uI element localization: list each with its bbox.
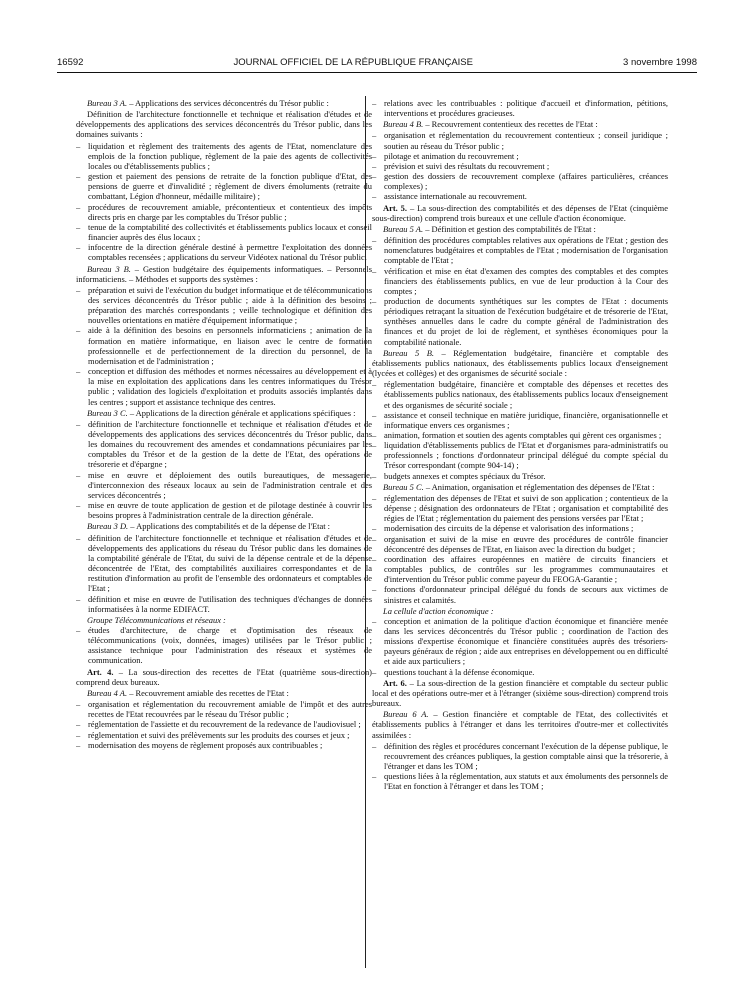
bureau-3d-list (76, 533, 372, 614)
list-item: – organisation et réglementation du recouvrement contentieux ; conseil juridique ; soutien au réseau du Trésor public ; (372, 130, 668, 150)
telecom-group-heading: Groupe Télécommunications et réseaux : (87, 614, 226, 625)
list-item: – modernisation des moyens de règlement proposés aux contribuables ; (76, 740, 372, 750)
bureau-5a-list (372, 235, 668, 347)
telecom-group-list (76, 625, 372, 666)
bureau-3c-heading: Bureau 3 C. – Applications de la direction générale et applications spécifiques : (87, 407, 356, 418)
list-item: – budgets annexes et comptes spéciaux du Trésor. (372, 471, 668, 481)
left-column (76, 98, 372, 978)
list-item: – vérification et mise en état d'examen des comptes des comptables et des comptes financiers des établissements publics, en vue de leur production à la Cour des comptes ; (372, 266, 668, 296)
article-4: Art. 4. – La sous-direction des recettes de l'Etat (quatrième sous-direction) comprend deux bureaux. (76, 666, 372, 687)
list-item: – aide à la définition des besoins en personnels informaticiens ; animation de la formation en matière informatique, en liaison avec le centre de formation professionnelle et de perfectionnement de la direction du personnel, de la modernisation et de l'administration ; (76, 325, 372, 366)
list-item: – procédures de recouvrement amiable, précontentieux et contentieux des impôts directs pris en charge par les comptables du Trésor public ; (76, 202, 372, 222)
list-item: – études d'architecture, de charge et d'optimisation des réseaux de télécommunications (voix, données, images) utilisées par le Trésor public ; assistance technique pour l'administration des réseaux et systèmes de communication. (76, 625, 372, 666)
list-item: – gestion et paiement des pensions de retraite de la fonction publique d'Etat, des pensions de guerre et d'invalidité ; règlement de divers émoluments (retraite du combattant, Légion d'honneur, médaille militaire) ; (76, 171, 372, 201)
list-item: – réglementation des dépenses de l'Etat et suivi de son application ; contentieux de la dépense ; désignation des ordonnateurs de l'Etat ; organisation et comptabilité des régies de l'Etat ; réglementation du paiement des pensions versées par l'Etat ; (372, 493, 668, 523)
bureau-5c-heading: Bureau 5 C. – Animation, organisation et réglementation des dépenses de l'Etat : (383, 481, 655, 492)
bureau-6a-list (372, 741, 668, 792)
list-item: – liquidation et règlement des traitements des agents de l'Etat, nomenclature des emplois de la fonction publique, règlement de la paie des agents de collectivités locales ou d'établissements publics ; (76, 141, 372, 171)
economic-cell-heading: La cellule d'action économique : (383, 605, 494, 616)
list-item: – définition de l'architecture fonctionnelle et technique et réalisation d'études et de développements des applications du réseau du Trésor public dans les domaines de la comptabilité générale de l'Etat, du suivi de la dépense centrale et de la dépense déconcentrée de l'Etat, des comptabilités auxiliaires correspondantes et de la restitution d'information au profit de l'ensemble des ordonnateurs et comptables de l'Etat ; (76, 533, 372, 594)
bureau-4b-list (372, 130, 668, 201)
list-item: – réglementation et suivi des prélèvements sur les produits des courses et jeux ; (76, 730, 372, 740)
list-item: – animation, formation et soutien des agents comptables qui gèrent ces organismes ; (372, 430, 668, 440)
page-header (57, 55, 697, 69)
list-item: – conception et animation de la politique d'action économique et financière menée dans les services déconcentrés du Trésor public ; coordination de l'action des missions d'expertise économique et financière constituées auprès des trésoriers-payeurs généraux de région ; aide aux entreprises en développement ou en difficulté et aide aux particuliers ; (372, 616, 668, 667)
list-item: – modernisation des circuits de la dépense et valorisation des informations ; (372, 523, 668, 533)
list-item: – coordination des affaires européennes en matière de circuits financiers et comptables publics, de contrôles sur les programmes communautaires et d'intervention du Trésor public comme payeur du FEOGA-Garantie ; (372, 554, 668, 584)
list-item: – mise en œuvre de toute application de gestion et de pilotage destinée à couvrir les besoins propres à l'administration centrale de la direction générale. (76, 500, 372, 520)
bureau-3c-list (76, 419, 372, 521)
header-rule (57, 72, 697, 73)
list-item: – organisation et suivi de la mise en œuvre des procédures de contrôle financier déconcentré des dépenses de l'Etat, en liaison avec la direction du budget ; (372, 534, 668, 554)
bureau-4a-heading: Bureau 4 A. – Recouvrement amiable des recettes de l'Etat : (87, 687, 289, 698)
list-item: – préparation et suivi de l'exécution du budget informatique et de télécommunications des services déconcentrés du Trésor public ; aide à la définition des besoins ; préparation des marchés correspondants ; veille technologique et définition des nouvelles orientations en matière d'équipement informatique ; (76, 285, 372, 326)
list-item: – questions liées à la réglementation, aux statuts et aux émoluments des personnels de l'Etat en fonction à l'étranger et dans les TOM ; (372, 771, 668, 791)
bureau-5b-heading: Bureau 5 B. – Réglementation budgétaire, financière et comptable des établissements publics nationaux, des établissements publics locaux d'enseignement (lycées et collèges) et des organismes de sécurité sociale : (372, 347, 668, 379)
list-item: – définition des règles et procédures concernant l'exécution de la dépense publique, le recouvrement des créances publiques, la gestion comptable ainsi que la trésorerie, à l'étranger et dans les TOM ; (372, 741, 668, 771)
bureau-5b-list (372, 379, 668, 481)
list-item: – infocentre de la direction générale destiné à permettre l'exploitation des données comptables recensées ; applications du serveur Vidéotex national du Trésor public. (76, 242, 372, 262)
list-item: – organisation et réglementation du recouvrement amiable de l'impôt et des autres recettes de l'Etat recouvrées par le réseau du Trésor public ; (76, 699, 372, 719)
list-item: – tenue de la comptabilité des collectivités et établissements publics locaux et conseil financier auprès des élus locaux ; (76, 222, 372, 242)
list-item: – prévision et suivi des résultats du recouvrement ; (372, 161, 668, 171)
economic-cell-list (372, 616, 668, 677)
bureau-6a-heading: Bureau 6 A. – Gestion financière et comptable de l'Etat, des collectivités et établissements publics à l'étranger et dans les territoires d'outre-mer et collectivités assimilées : (372, 709, 668, 740)
article-5: Art. 5. – La sous-direction des comptabilités et des dépenses de l'Etat (cinquième sous-direction) comprend trois bureaux et une cellule d'action économique. (372, 202, 668, 223)
bureau-3b-list (76, 285, 372, 407)
journal-title: JOURNAL OFFICIEL DE LA RÉPUBLIQUE FRANÇAISE (233, 56, 473, 68)
bureau-4a-list (76, 699, 372, 750)
issue-date: 3 novembre 1998 (623, 56, 697, 68)
bureau-3b-heading: Bureau 3 B. – Gestion budgétaire des équipements informatiques. – Personnels informaticiens. – Méthodes et supports des systèmes : (76, 263, 372, 284)
list-item: – réglementation budgétaire, financière et comptable des dépenses et recettes des établissements publics nationaux, des établissements publics locaux d'enseignement et des organismes de sécurité sociale ; (372, 379, 668, 409)
list-item: – mise en œuvre et déploiement des outils bureautiques, de messagerie, d'interconnexion des réseaux locaux au sein de l'administration centrale et des services déconcentrés ; (76, 470, 372, 500)
list-item: – assistance et conseil technique en matière juridique, financière, organisationnelle et informatique envers ces organismes ; (372, 410, 668, 430)
bureau-3a-intro: Définition de l'architecture fonctionnelle et technique et réalisation d'études et de développements des applications des services déconcentrés du Trésor public, dans les domaines suivants : (76, 109, 372, 140)
list-item: – relations avec les contribuables : politique d'accueil et d'information, pétitions, interventions et procédures gracieuses. (372, 98, 668, 118)
list-item: – définition de l'architecture fonctionnelle et technique et réalisation d'études et de développements des applications des services déconcentrés du Trésor public, dans les domaines du recouvrement des amendes et condamnations pécuniaires par les comptables du Trésor et de la gestion de la dette de l'Etat, des opérations de trésorerie et d'épargne ; (76, 419, 372, 470)
list-item: – définition et mise en œuvre de l'utilisation des techniques d'échanges de données informatisées à la norme EDIFACT. (76, 594, 372, 614)
page-number: 16592 (57, 56, 84, 68)
list-item: – définition des procédures comptables relatives aux opérations de l'Etat ; gestion des nomenclatures budgétaires et comptables de l'Etat ; modernisation de l'organisation comptable de l'Etat ; (372, 235, 668, 265)
list-item: – réglementation de l'assiette et du recouvrement de la redevance de l'audiovisuel ; (76, 719, 372, 729)
bureau-5a-heading: Bureau 5 A. – Définition et gestion des comptabilités de l'Etat : (383, 223, 596, 234)
list-item: – questions touchant à la défense économique. (372, 667, 668, 677)
list-item: – assistance internationale au recouvrement. (372, 191, 668, 201)
list-item: – production de documents synthétiques sur les comptes de l'Etat : documents périodiques retraçant la situation de l'exécution budgétaire et de trésorerie de l'Etat, synthèses annuelles dans le cadre du compte général de l'administration des finances et du projet de loi de règlement, et synthèses économiques pour la comptabilité nationale. (372, 296, 668, 347)
list-item: – gestion des dossiers de recouvrement complexe (affaires particulières, créances complexes) ; (372, 171, 668, 191)
list-item: – pilotage et animation du recouvrement ; (372, 151, 668, 161)
article-6: Art. 6. – La sous-direction de la gestion financière et comptable du secteur public local et des opérations outre-mer et à l'étranger (sixième sous-direction) comprend trois bureaux. (372, 677, 668, 709)
list-item: – liquidation d'établissements publics de l'Etat et d'organismes para-administratifs ou professionnels ; fonctions d'ordonnateur principal délégué du compte spécial du Trésor correspondant (compte 904-14) ; (372, 440, 668, 470)
list-item: – conception et diffusion des méthodes et normes nécessaires au développement et à la mise en exploitation des applications dans les centres informatiques du Trésor public ; validation des logiciels d'exploitation et produits associés implantés dans les centres ; support et assistance technique des centres. (76, 366, 372, 407)
bureau-3d-heading: Bureau 3 D. – Applications des comptabilités et de la dépense de l'Etat : (87, 521, 331, 532)
bureau-4a-list-continued (372, 98, 668, 118)
bureau-3a-heading: Bureau 3 A. – Applications des services déconcentrés du Trésor public : (87, 98, 329, 108)
list-item: – fonctions d'ordonnateur principal délégué du fonds de secours aux victimes de sinistres et calamités. (372, 584, 668, 604)
bureau-3a-list (76, 141, 372, 263)
right-column (372, 98, 668, 978)
bureau-4b-heading: Bureau 4 B. – Recouvrement contentieux des recettes de l'Etat : (383, 119, 598, 130)
bureau-5c-list (372, 493, 668, 605)
